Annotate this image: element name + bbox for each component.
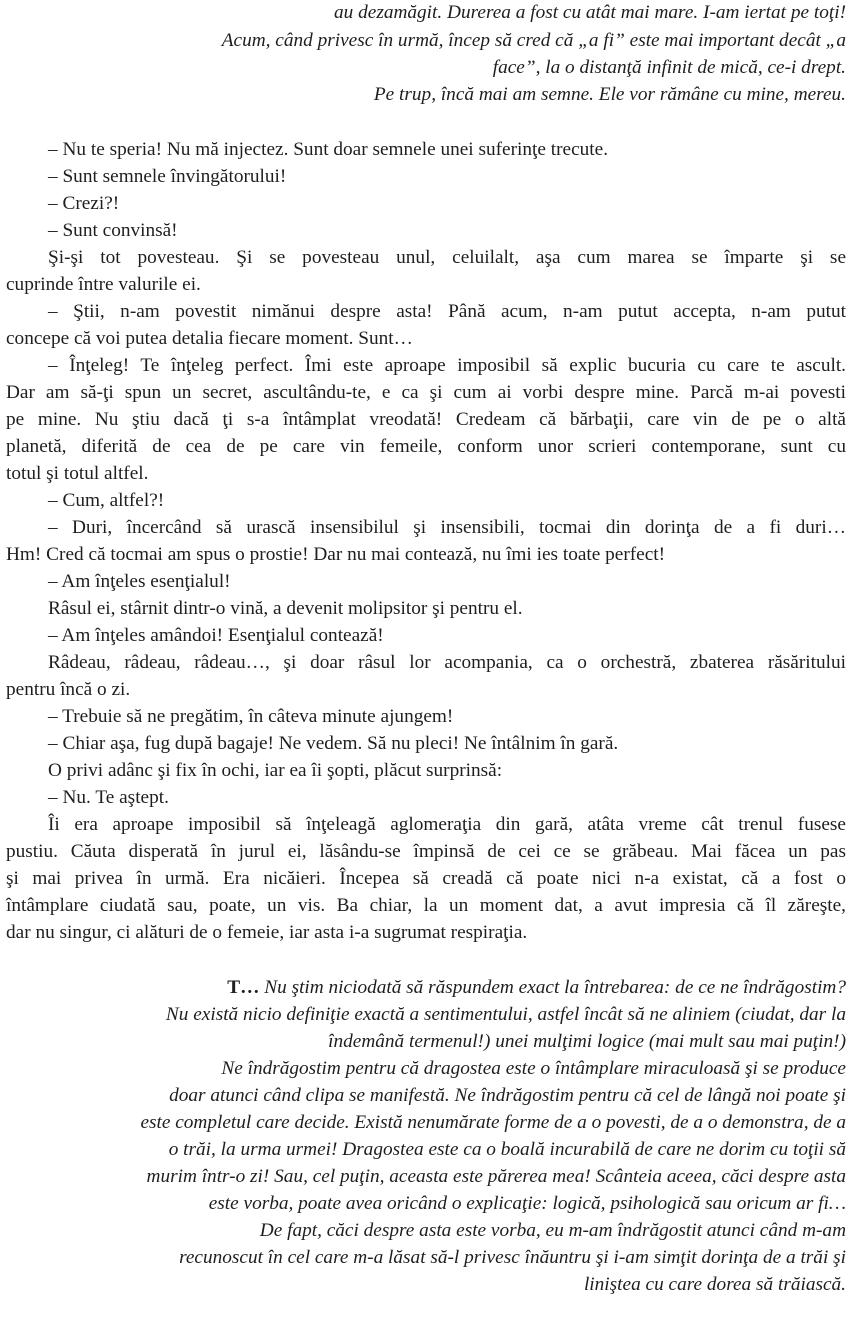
text-line: Hm! Cred că tocmai am spus o prostie! Dar nu mai contează, nu îmi ies toate perfect! xyxy=(6,544,666,565)
text-line: pentru încă o zi. xyxy=(6,679,131,700)
text-line: o trăi, la urma urmei! Dragostea este ca o boală incurabilă de care ne dorim cu toţii să xyxy=(168,1139,846,1160)
text-line: Şi-şi tot povesteau. Şi se povesteau unul, celuilalt, aşa cum marea se împarte şi se xyxy=(48,247,846,268)
text-line: Nu există nicio definiţie exactă a sentimentului, astfel încât să ne aliniem (ciudat, dar la xyxy=(165,1004,846,1025)
text-line: planetă, diferită de cea de pe care vin femeile, conform unor scrieri contemporane, sunt cu xyxy=(6,436,846,457)
dialogue-line: – Am înţeles esenţialul! xyxy=(48,571,231,592)
text-line: Râsul ei, stârnit dintr-o vină, a devenit molipsitor şi pentru el. xyxy=(48,598,523,619)
text-line xyxy=(6,975,846,1001)
dialogue-line: – Trebuie să ne pregătim, în câteva minute ajungem! xyxy=(48,706,454,727)
text-line: recunoscut în cel care m-a lăsat să-l privesc înăuntru şi i-am simţit dorinţa de a trăi şi xyxy=(179,1247,846,1268)
dialogue-line: – Nu. Te aştept. xyxy=(48,787,169,808)
text-line: face”, la o distanţă infinit de mică, ce-i drept. xyxy=(492,57,846,78)
text-line: este vorba, poate avea oricând o explicaţie: logică, psihologică sau oricum ar fi… xyxy=(208,1193,846,1214)
dialogue-line: – Sunt convinsă! xyxy=(48,220,178,241)
text-line: Râdeau, râdeau, râdeau…, şi doar râsul lor acompania, ca o orchestră, zbaterea răsăritului xyxy=(48,652,846,673)
dialogue-line: – Am înţeles amândoi! Esenţialul contează! xyxy=(48,625,384,646)
text-line: Dar am să-ţi spun un secret, ascultându-te, e ca şi cum ai vorbi despre mine. Parcă m-ai povesti xyxy=(6,382,846,403)
text-line: au dezamăgit. Durerea a fost cu atât mai mare. I-am iertat pe toţi! xyxy=(334,2,846,23)
text-line: O privi adânc şi fix în ochi, iar ea îi şopti, plăcut surprinsă: xyxy=(48,760,503,781)
text-span: Nu ştim niciodată să răspundem exact la întrebarea: de ce ne îndrăgostim? xyxy=(259,977,846,998)
dialogue-line: – Nu te speria! Nu mă injectez. Sunt doar semnele unei suferinţe trecute. xyxy=(48,139,609,160)
text-line: doar atunci când clipa se manifestă. Ne îndrăgostim pentru că cel de lângă noi poate şi xyxy=(169,1085,846,1106)
dialogue-line: – Duri, încercând să urască insensibilul şi insensibili, tocmai din dorinţa de a fi duri… xyxy=(48,517,846,538)
text-line: este completul care decide. Există nenumărate forme de a o povesti, de a o demonstra, de a xyxy=(140,1112,846,1133)
text-line: De fapt, căci despre asta este vorba, eu m-am îndrăgostit atunci când m-am xyxy=(259,1220,846,1241)
text-line: Acum, când privesc în urmă, încep să cred că „a fi” este mai important decât „a xyxy=(221,30,846,51)
text-line: Îi era aproape imposibil să înţeleagă aglomeraţia din gară, atâta vreme cât trenul fusese xyxy=(48,814,846,835)
dialogue-line: – Înţeleg! Te înţeleg perfect. Îmi este aproape imposibil să explic bucuria cu care te ascult. xyxy=(48,355,846,376)
text-line: dar nu singur, ci alături de o femeie, iar asta i-a sugrumat respiraţia. xyxy=(6,922,528,943)
text-line: întâmplare ciudată sau, poate, un vis. Ba chiar, la un moment dat, a avut impresia că îl zăreşte, xyxy=(6,895,846,916)
text-line: cuprinde între valurile ei. xyxy=(6,274,201,295)
text-line: Pe trup, încă mai am semne. Ele vor rămâne cu mine, mereu. xyxy=(373,84,846,105)
dialogue-line: – Cum, altfel?! xyxy=(48,490,165,511)
dialogue-line: – Crezi?! xyxy=(48,193,120,214)
dialogue-line: – Sunt semnele învingătorului! xyxy=(48,166,287,187)
author-initial: T… xyxy=(227,977,260,998)
text-line: îndemână termenul!) unei mulţimi logice (mai mult sau mai puţin!) xyxy=(328,1031,846,1052)
text-line: şi mai privea în urmă. Era nicăieri. Începea să creadă că poate nici n-a existat, că a fost o xyxy=(6,868,846,889)
text-line: concepe că voi putea detalia fiecare moment. Sunt… xyxy=(6,328,413,349)
text-line: Ne îndrăgostim pentru că dragostea este o întâmplare miraculoasă şi se produce xyxy=(221,1058,846,1079)
dialogue-line: – Ştii, n-am povestit nimănui despre asta! Până acum, n-am putut accepta, n-am putut xyxy=(48,301,846,322)
dialogue-line: – Chiar aşa, fug după bagaje! Ne vedem. Să nu pleci! Ne întâlnim în gară. xyxy=(48,733,619,754)
text-line: pustiu. Căuta disperată în jurul ei, lăsându-se împinsă de cei ce se grăbeau. Mai făcea un pas xyxy=(6,841,846,862)
text-line: liniştea cu care dorea să trăiască. xyxy=(583,1274,846,1295)
text-line: murim într-o zi! Sau, cel puţin, aceasta este părerea mea! Scânteia aceea, căci despre asta xyxy=(146,1166,846,1187)
text-line: pe mine. Nu ştiu dacă ţi s-a întâmplat vreodată! Credeam că bărbaţii, care vin de pe o altă xyxy=(6,409,846,430)
text-line: totul şi totul altfel. xyxy=(6,463,149,484)
